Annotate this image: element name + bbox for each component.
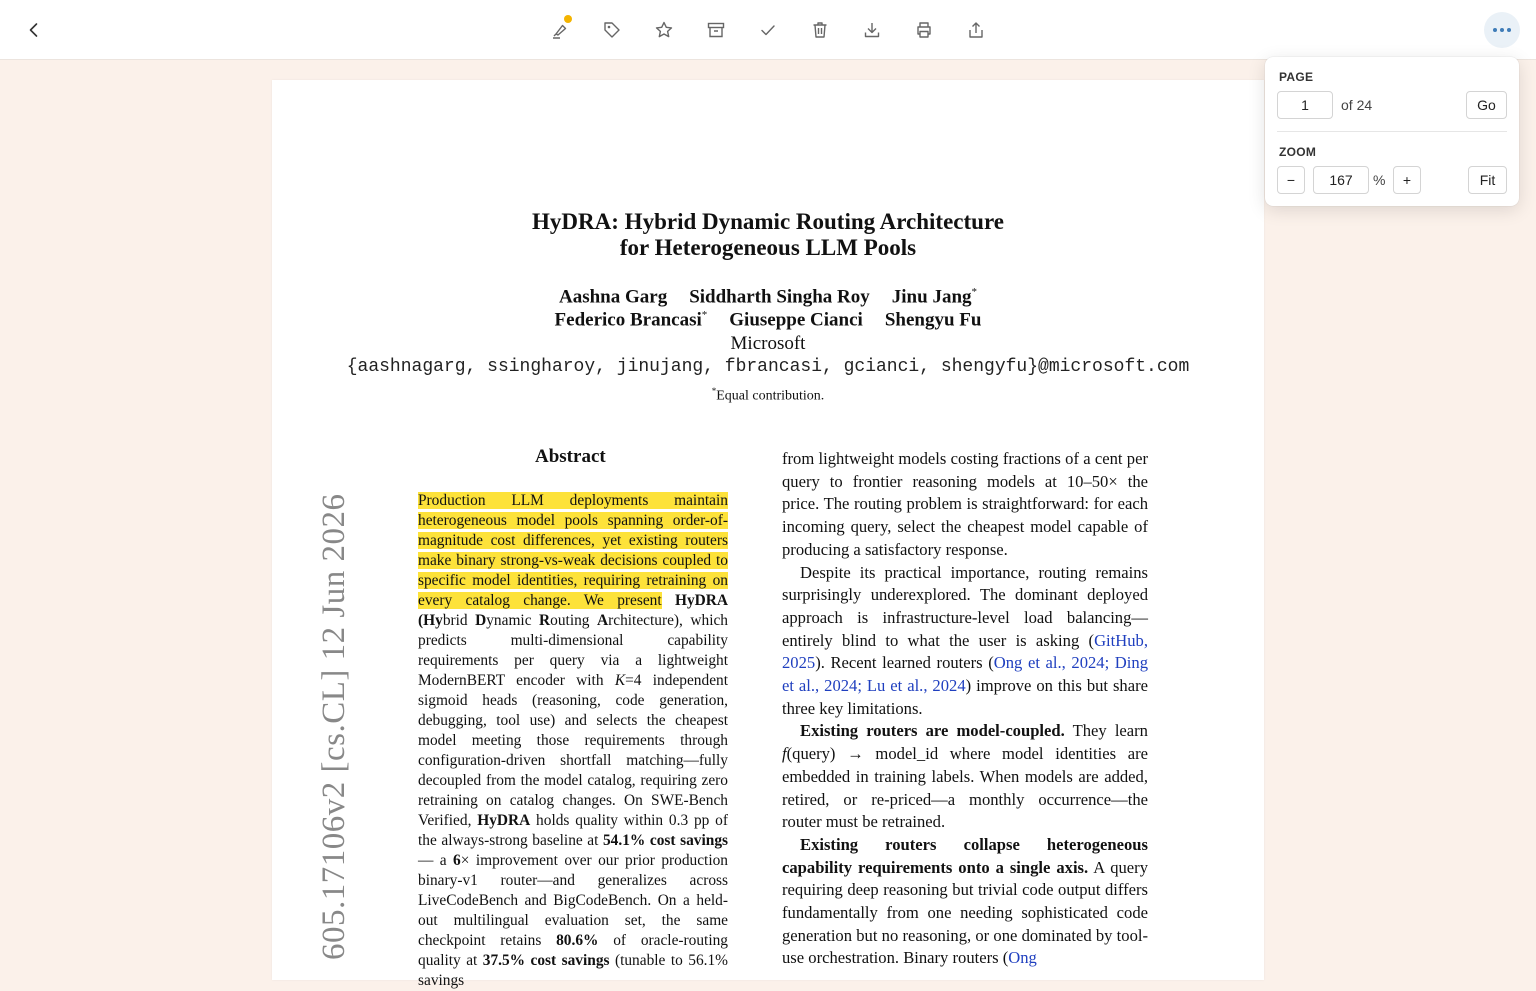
toolbar [0, 0, 1536, 60]
trash-icon [810, 20, 830, 40]
abstract-body[interactable] [418, 491, 728, 991]
archive-button[interactable] [700, 14, 732, 46]
text-span: D [475, 612, 487, 629]
author-emails: {aashnagarg, ssingharoy, jinujang, fbrancasi, gcianci, shengyfu}@microsoft.com [346, 357, 1190, 377]
paragraph [782, 720, 1148, 834]
delete-button[interactable] [804, 14, 836, 46]
text-span: improvement over our prior production binary-v1 router—and generalizes across LiveCodeBench and BigCodeBench. On a held-out multilingual evaluation set, the same checkpoint retains [418, 852, 729, 949]
tag-icon [602, 20, 622, 40]
text-span: (query) → model_id where model identities are embedded in training labels. When models are added, retired, or re-priced—a monthly occurrence—the router must be retrained. [782, 744, 1148, 832]
zoom-label: ZOOM [1279, 145, 1317, 159]
text-span: Existing routers collapse heterogeneous capability requirements onto a single axis. [782, 834, 1148, 877]
print-button[interactable] [908, 14, 940, 46]
text-span: brid [442, 612, 476, 629]
equal-contribution-note [272, 386, 1264, 405]
back-button[interactable] [18, 14, 50, 46]
fit-button[interactable]: Fit [1468, 166, 1507, 194]
page-label: PAGE [1279, 70, 1314, 84]
download-button[interactable] [856, 14, 888, 46]
check-icon [758, 20, 778, 40]
text-span: × [460, 852, 470, 869]
text-span: R [539, 612, 551, 629]
highlighter-icon [550, 20, 570, 40]
tag-button[interactable] [596, 14, 628, 46]
page-count: of 24 [1341, 97, 1373, 113]
text-span: 80.6% [556, 932, 599, 949]
text-span: A [597, 612, 609, 629]
highlight-button[interactable] [544, 14, 576, 46]
text-span: ) improve on this but share three key limitations. [782, 676, 1148, 718]
author-row [272, 309, 1264, 331]
equal-contribution-mark: * [971, 286, 978, 298]
paragraph [782, 562, 1148, 721]
more-options-button[interactable] [1484, 12, 1520, 48]
highlighted-text[interactable]: Production LLM deployments maintain heterogeneous model pools spanning order-of-magnitude cost differences, yet existing routers make binary strong-vs-weak decisions coupled to specific model identities, requiring retraining on every catalog change. We present [418, 492, 728, 609]
more-icon-dot [1500, 28, 1504, 32]
text-span: (tunable to 56.1% savings [418, 952, 728, 989]
more-icon [1493, 28, 1497, 32]
paper-title-line: for Heterogeneous LLM Pools [619, 235, 917, 260]
text-span: ). Recent learned routers ( [815, 653, 994, 673]
paper-title [272, 209, 1264, 261]
zoom-out-button[interactable]: − [1277, 166, 1305, 194]
share-icon [966, 20, 986, 40]
text-span: =4 [625, 672, 642, 689]
citation-link[interactable]: Ong [1008, 948, 1037, 968]
text-span: They learn [1064, 721, 1148, 741]
mark-done-button[interactable] [752, 14, 784, 46]
citation-link[interactable]: GitHub, 2025 [782, 630, 1148, 673]
author-name: Shengyu Fu [884, 309, 982, 331]
author-name: Giuseppe Cianci [729, 309, 863, 331]
text-span: 37.5% cost savings [482, 952, 610, 969]
text-span: Existing routers are model-coupled. [800, 721, 1065, 741]
citation-link[interactable]: Ong et al., 2024; Ding et al., 2024; Lu et al., 2024 [782, 653, 1148, 696]
introduction-column [782, 448, 1148, 970]
text-span: Despite its practical importance, routing remains surprisingly underexplored. The dominant deployed approach is infrastructure-level load balancing—entirely blind to what the user is asking ( [782, 562, 1148, 650]
text-span: outing [550, 612, 597, 629]
equal-contribution-mark: * [711, 386, 717, 396]
chevron-left-icon [24, 20, 44, 40]
text-span: 6 [453, 852, 461, 869]
equal-contribution-text: Equal contribution. [716, 388, 825, 404]
text-span: ynamic [486, 612, 540, 629]
abstract-heading: Abstract [535, 446, 606, 467]
text-span: of oracle-routing quality at [418, 932, 728, 969]
text-span: 54.1% cost savings [602, 832, 728, 849]
zoom-in-button[interactable]: + [1393, 166, 1421, 194]
text-span: rchitecture), which predicts multi-dimensional capability requirements per query via a lightweight ModernBERT encoder with [418, 612, 728, 689]
arxiv-identifier: 605.17106v2 [cs.CL] 12 Jun 2026 [316, 493, 352, 960]
paper-title-line: HyDRA: Hybrid Dynamic Routing Architecture [532, 209, 1004, 234]
zoom-level-input[interactable] [1313, 166, 1369, 194]
text-span: HyDRA [477, 812, 531, 829]
archive-icon [706, 20, 726, 40]
page-number-input[interactable] [1277, 91, 1333, 119]
print-icon [914, 20, 934, 40]
more-icon-dot [1507, 28, 1511, 32]
go-button[interactable]: Go [1466, 91, 1507, 119]
text-span: f [782, 744, 787, 764]
author-row [272, 286, 1264, 308]
paragraph [782, 834, 1148, 970]
text-span: A query requiring deep reasoning but trivial code output differs fundamentally from one needing sophisticated code generation but no reasoning, or one dominated by tool-use orchestration. Binary routers ( [782, 857, 1149, 968]
author-name: Jinu Jang [891, 286, 972, 308]
zoom-unit: % [1373, 172, 1386, 188]
star-icon [654, 20, 674, 40]
text-span: Hy [423, 612, 443, 629]
highlight-badge [564, 15, 572, 23]
divider [1277, 131, 1507, 132]
text-span: K [614, 672, 626, 689]
star-button[interactable] [648, 14, 680, 46]
paragraph: from lightweight models costing fractions of a cent per query to frontier reasoning models at 10–50× the price. The routing problem is straightforward: for each incoming query, select the cheapest model capable of producing a satisfactory response. [782, 449, 1148, 559]
share-button[interactable] [960, 14, 992, 46]
text-span: independent sigmoid heads (reasoning, code generation, debugging, tool use) and selects the cheapest model meeting those requirements through configuration-driven shortfall matching—fully decoupled from the model catalog, requiring zero retraining on catalog changes. On SWE-Bench Verified, [418, 672, 728, 829]
page-zoom-popover [1265, 57, 1519, 206]
download-icon [862, 20, 882, 40]
author-name: Aashna Garg [558, 286, 668, 308]
document-page [272, 80, 1264, 989]
equal-contribution-mark: * [701, 309, 708, 321]
author-name: Federico Brancasi [554, 309, 702, 331]
text-span: HyDRA ( [418, 592, 728, 629]
text-span: holds quality within 0.3 pp of the always-strong baseline at [418, 812, 729, 849]
text-span: — a [418, 852, 454, 869]
author-name: Siddharth Singha Roy [689, 286, 870, 308]
affiliation: Microsoft [730, 333, 806, 354]
